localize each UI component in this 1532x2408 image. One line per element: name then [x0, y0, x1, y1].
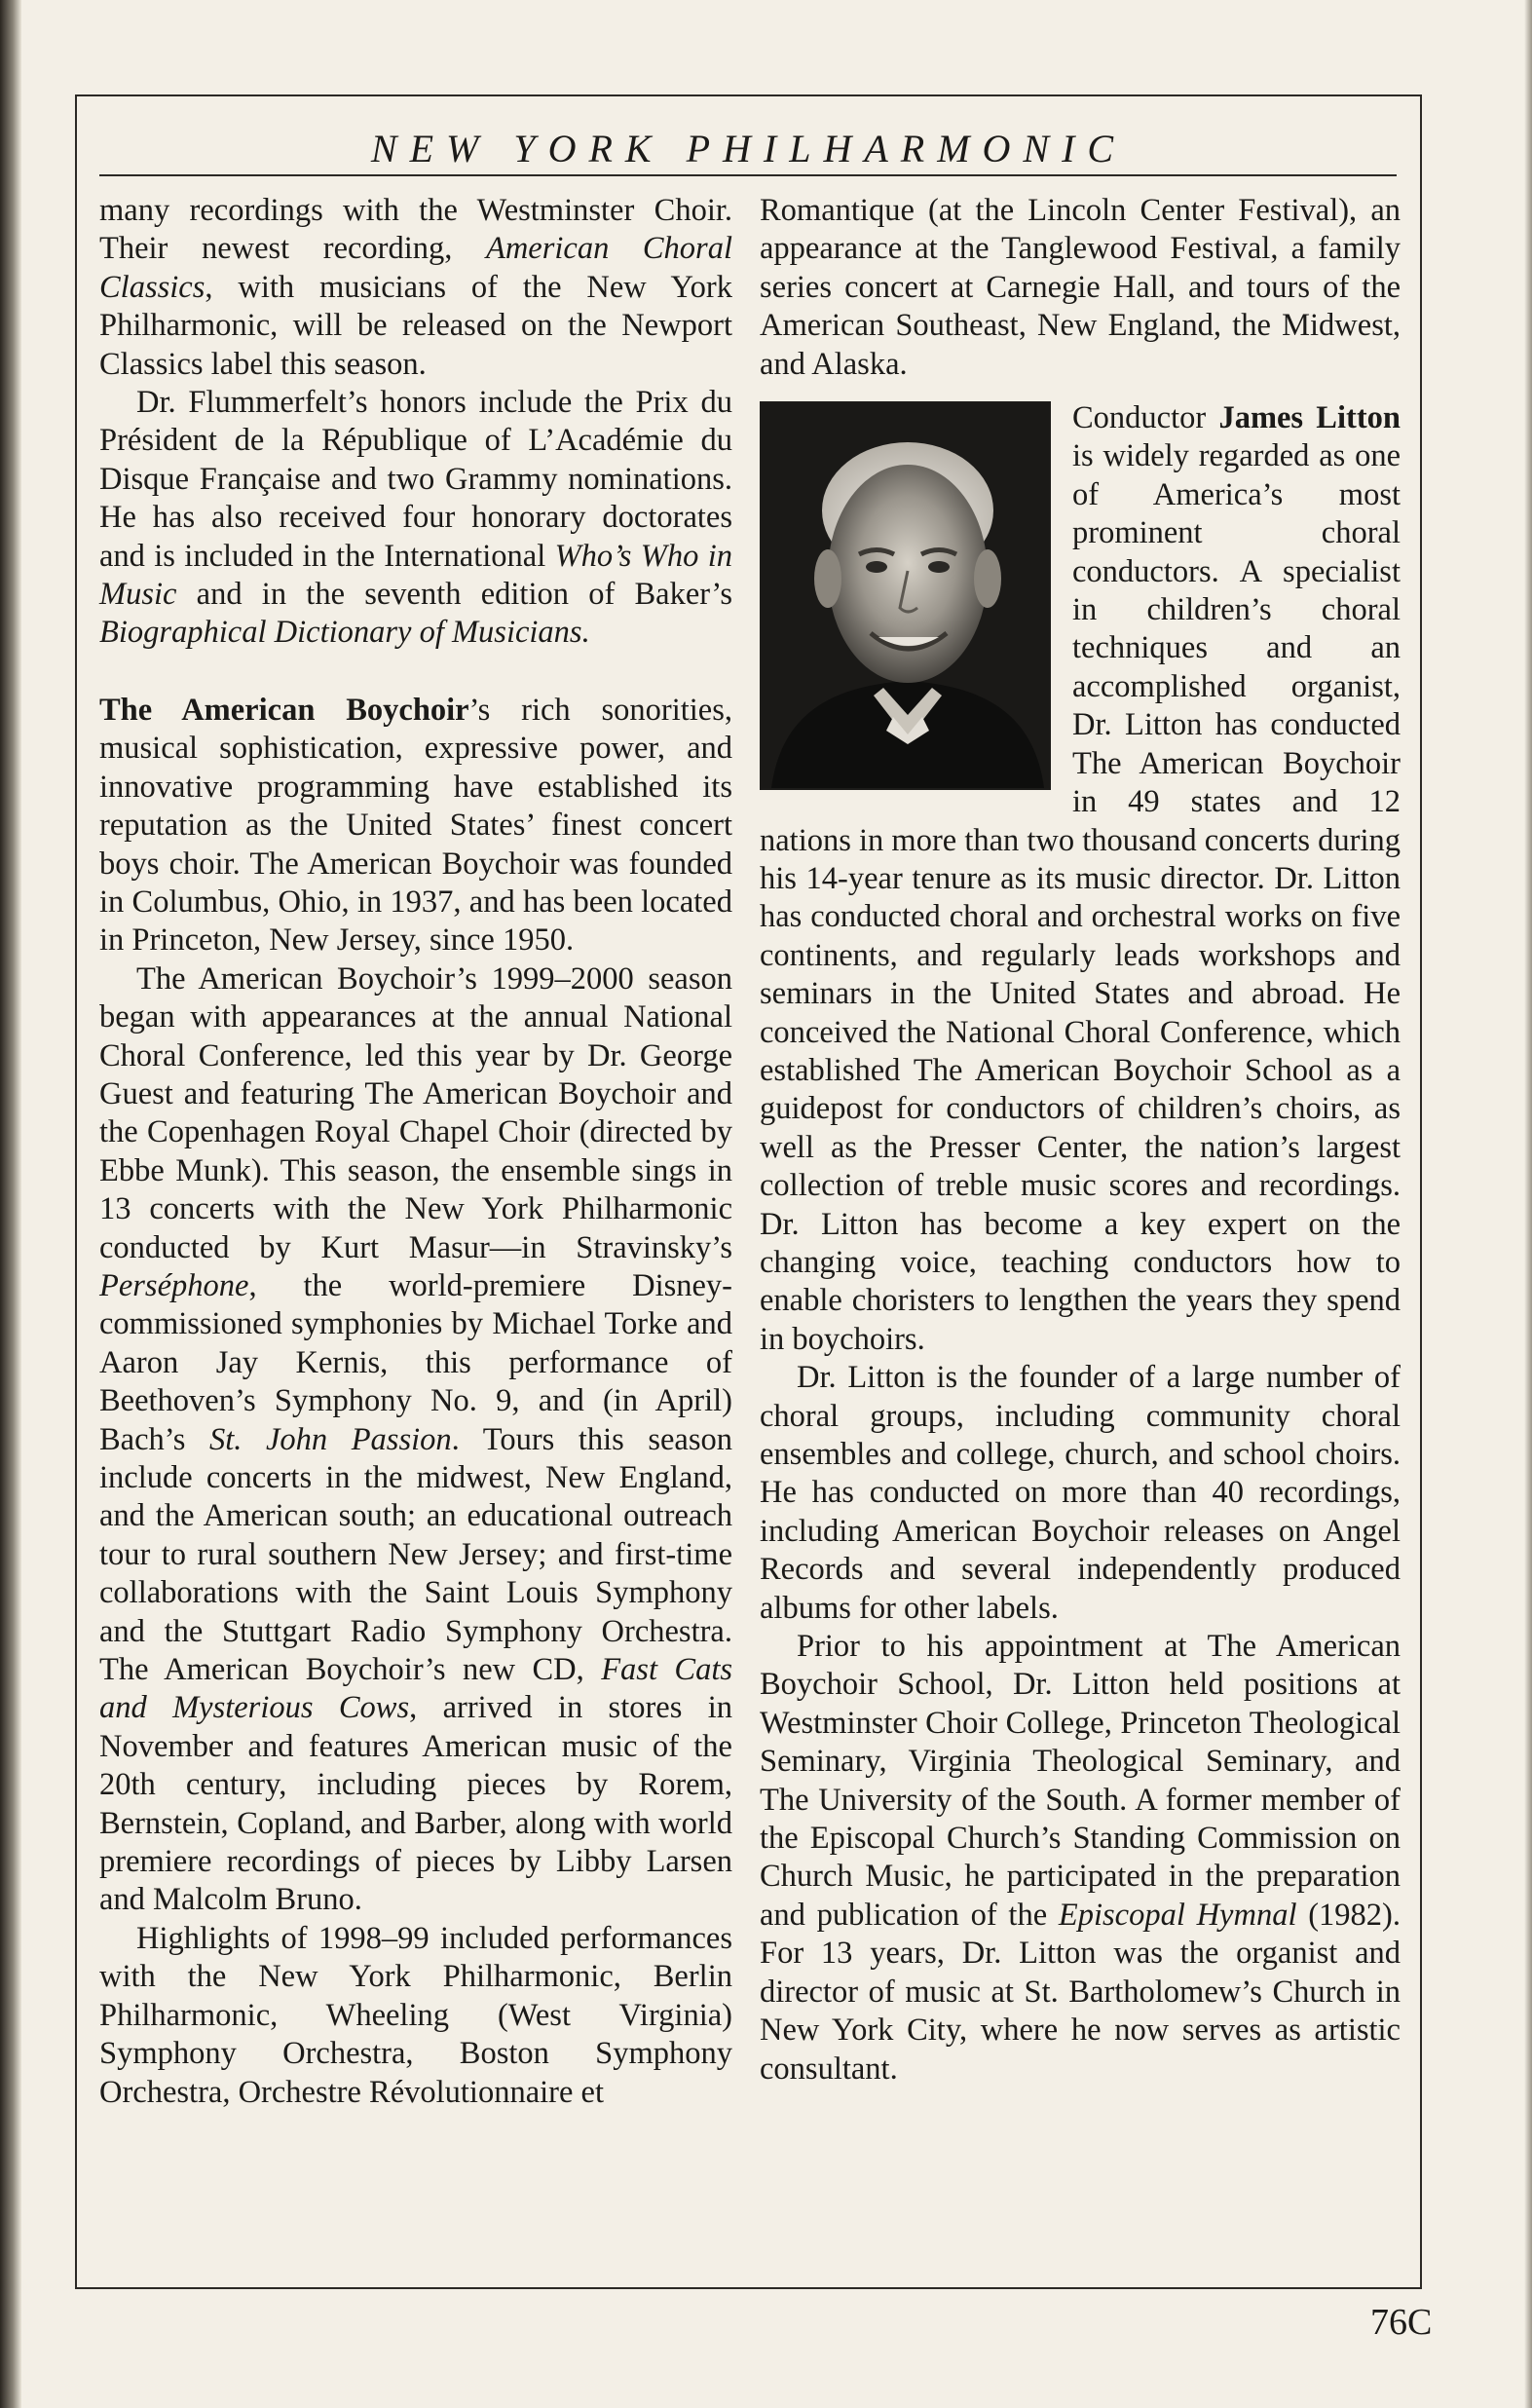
boychoir-name: The American Boychoir	[99, 692, 469, 728]
book-binding-edge	[0, 0, 21, 2408]
paragraph-litton-positions: Prior to his appointment at The American Boychoir School, Dr. Litton held positions at Westminster Choir College, Princeton Theological Seminary, Virginia Theological Seminary, and The University of the South. A former member of the Episcopal Church’s Standing Commission on Church Music, he participated in the preparation and publication of the Episcopal Hymnal (1982). For 13 years, Dr. Litton was the organist and director of music at St. Bartholomew’s Church in New York City, where he now serves as artistic consultant.	[760, 1629, 1401, 2087]
paragraph-boychoir-season: The American Boychoir’s 1999–2000 season began with appearances at the annual National Choral Conference, led this year by Dr. George Guest and featuring The American Boychoir and the Copenhagen Royal Chapel Choir (directed by Ebbe Munk). This season, the ensemble sings in 13 concerts with the New York Philharmonic conducted by Kurt Masur—in Stravinsky’s Perséphone, the world-premiere Disney-commissioned symphonies by Michael Torke and Aaron Jay Kernis, this performance of Beethoven’s Symphony No. 9, and (in April) Bach’s St. John Passion. Tours this season include concerts in the midwest, New England, and the American south; an educational outreach tour to rural southern New Jersey; and first-time collaborations with the Saint Louis Symphony and the Stuttgart Radio Symphony Orchestra. The American Boychoir’s new CD, Fast Cats and Mysterious Cows, arrived in stores in November and features American music of the 20th century, including pieces by Rorem, Bernstein, Copland, and Barber, along with world premiere recordings of pieces by Libby Larsen and Malcolm Bruno.	[99, 960, 733, 1918]
running-header: NEW YORK PHILHARMONIC	[370, 127, 1127, 170]
page-frame	[75, 94, 1422, 2289]
paragraph-litton-founder: Dr. Litton is the founder of a large number of choral groups, including community choral ensembles and college, church, and school choirs. He has conducted on more than 40 recordings, including American Boychoir releases on Angel Records and several independently produced albums for other labels.	[760, 1360, 1401, 1626]
paragraph-boychoir-intro: The American Boychoir’s rich sonorities, musical sophistication, expressive power, and innovative programming have established its reputation as the United States’ finest concert boys choir. The American Boychoir was founded in Columbus, Ohio, in 1937, and has been located in Princeton, New Jersey, since 1950.	[99, 692, 732, 959]
paragraph-boychoir-highlights: Highlights of 1998–99 included performances with the New York Philharmonic, Berlin Philharmonic, Wheeling (West Virginia) Symphony Orchestra, Boston Symphony Orchestra, Orchestre Révolutionnaire et	[99, 1920, 732, 2110]
right-column	[760, 192, 1401, 2277]
page-number: 76C	[1370, 2302, 1433, 2343]
recording-title: American Choral Classics	[99, 231, 732, 305]
portrait-illustration	[762, 403, 1049, 788]
header-rule	[99, 174, 1397, 176]
paragraph-litton-bio: Conductor James Litton is widely regarded as one of America’s most prominent choral conductors. A specialist in children’s choral techniques and an accomplished organist, Dr. Litton has conducted The American Boychoir in 49 states and 12 nations in more than two thousand concerts during his 14-year tenure as its music director. Dr. Litton has conducted choral and orchestral works on five continents, and regularly leads workshops and seminars in the United States and abroad. He conceived the National Choral Conference, which established The American Boychoir School as a guidepost for conductors of children’s choirs, as well as the Presser Center, the nation’s largest collection of treble music scores and recordings. Dr. Litton has become a key expert on the changing voice, teaching conductors how to enable choristers to lengthen the years they spend in boychoirs.	[760, 400, 1401, 1357]
left-column	[99, 192, 732, 2277]
conductor-name: James Litton	[1218, 400, 1401, 436]
paragraph-boychoir-tours: Romantique (at the Lincoln Center Festival), an appearance at the Tanglewood Festival, a family series concert at Carnegie Hall, and tours of the American Southeast, New England, the Midwest, and Alaska.	[760, 193, 1401, 382]
paragraph-flummerfelt-honors: Dr. Flummerfelt’s honors include the Prix du Président de la République of L’Académie du Disque Française and two Grammy nominations. He has also received four honorary doctorates and is included in the International Who’s Who in Music and in the seventh edition of Baker’s Biographical Dictionary of Musicians.	[99, 385, 732, 651]
page-edge-shadow	[1524, 0, 1532, 2408]
conductor-portrait-photo	[760, 401, 1051, 790]
paragraph-westminster: many recordings with the Westminster Choir. Their newest recording, American Choral Classics, with musicians of the New York Philharmonic, will be released on the Newport Classics label this season.	[99, 193, 732, 382]
